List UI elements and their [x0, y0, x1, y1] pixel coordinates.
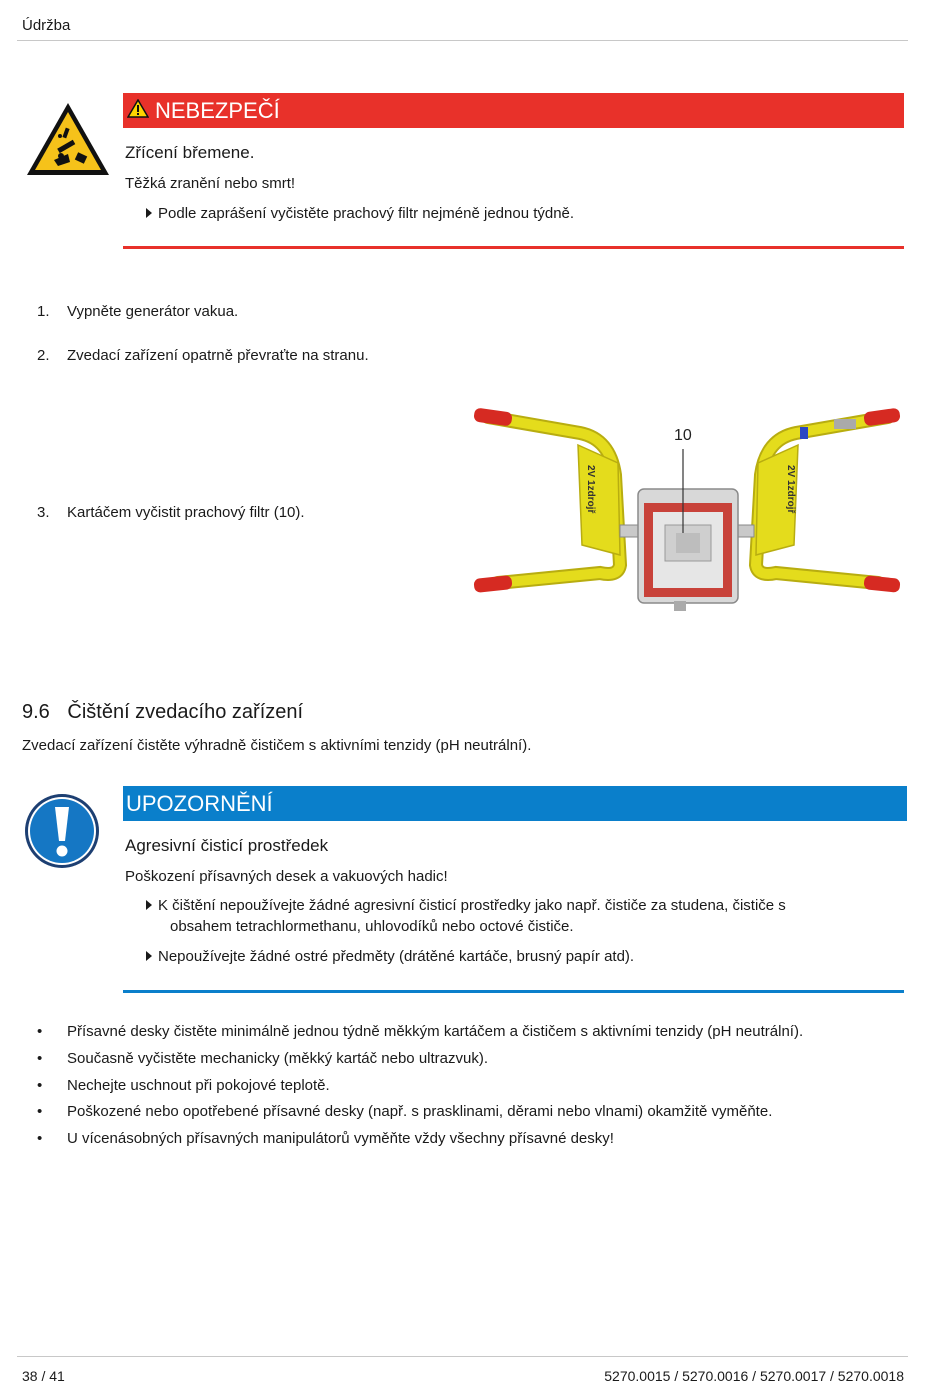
notice-label: UPOZORNĚNÍ — [126, 790, 273, 816]
bullet-item: • Poškozené nebo opotřebené přísavné desky (např. s prasklinami, děrami nebo vlnami) okamžitě vyměňte. — [37, 1103, 773, 1120]
notice-instruction-text: K čištění nepoužívejte žádné agresivní čisticí prostředky jako např. čističe za studena, čističe s obsahem tetrachlormethanu, uhlovodíků nebo octové čističe. — [158, 897, 786, 935]
arrow-right-icon — [146, 208, 152, 218]
bullet-item: • Přísavné desky čistěte minimálně jednou týdně měkkým kartáčem a čističem s aktivními tenzidy (pH neutrální). — [37, 1023, 804, 1040]
bullet-item: • Současně vyčistěte mechanicky (měkký kartáč nebo ultrazvuk). — [37, 1050, 489, 1067]
lifting-device-figure — [470, 405, 906, 630]
notice-instruction — [146, 895, 786, 937]
step-number: 2. — [37, 347, 50, 364]
step-text: Zvedací zařízení opatrně převraťte na stranu. — [67, 347, 369, 364]
bullet-item: • Nechejte uschnout při pokojové teplotě. — [37, 1077, 330, 1094]
section-title-text: Čištění zvedacího zařízení — [67, 701, 304, 723]
step-number: 3. — [37, 504, 50, 521]
page-number: 38 / 41 — [22, 1368, 65, 1384]
page-header-title: Údržba — [22, 17, 71, 34]
arm-label-right: 2V 1zdrojř — [785, 465, 796, 514]
step-number: 1. — [37, 303, 50, 320]
danger-banner — [123, 93, 904, 128]
section-intro: Zvedací zařízení čistěte výhradně čističem s aktivními tenzidy (pH neutrální). — [22, 737, 532, 754]
danger-consequence: Těžká zranění nebo smrt! — [125, 175, 296, 192]
step-text: Kartáčem vyčistit prachový filtr (10). — [67, 504, 305, 521]
arrow-right-icon — [146, 900, 152, 910]
notice-banner — [123, 786, 907, 821]
notice-instruction — [146, 946, 634, 967]
header-rule — [17, 40, 908, 41]
section-title — [22, 701, 303, 724]
falling-load-warning-icon — [24, 100, 112, 183]
callout-number: 10 — [674, 427, 692, 444]
bullet-item: • U vícenásobných přísavných manipulátorů vyměňte vždy všechny přísavné desky! — [37, 1130, 614, 1147]
step-item — [0, 303, 600, 325]
arm-label-left: 2V 1zdrojř — [585, 465, 596, 514]
step-item — [0, 347, 600, 369]
document-numbers: 5270.0015 / 5270.0016 / 5270.0017 / 5270.0018 — [604, 1368, 904, 1384]
mandatory-exclamation-icon — [24, 793, 100, 874]
section-number: 9.6 — [22, 701, 50, 723]
notice-consequence: Poškození přísavných desek a vakuových hadic! — [125, 868, 448, 885]
notice-instruction-text: Nepoužívejte žádné ostré předměty (drátěné kartáče, brusný papír atd). — [158, 948, 635, 965]
danger-instruction-text: Podle zaprášení vyčistěte prachový filtr nejméně jednou týdně. — [158, 205, 575, 222]
step-text: Vypněte generátor vakua. — [67, 303, 239, 320]
notice-bottom-rule — [123, 990, 904, 993]
danger-bottom-rule — [123, 246, 904, 249]
danger-instruction — [146, 203, 574, 224]
danger-label: NEBEZPEČÍ — [155, 97, 280, 123]
warning-triangle-icon — [127, 98, 149, 124]
footer-rule — [17, 1356, 908, 1357]
dust-filter — [676, 533, 700, 553]
notice-heading: Agresivní čisticí prostředek — [125, 836, 329, 855]
danger-heading: Zřícení břemene. — [125, 143, 255, 162]
arrow-right-icon — [146, 951, 152, 961]
step-item — [0, 504, 440, 526]
